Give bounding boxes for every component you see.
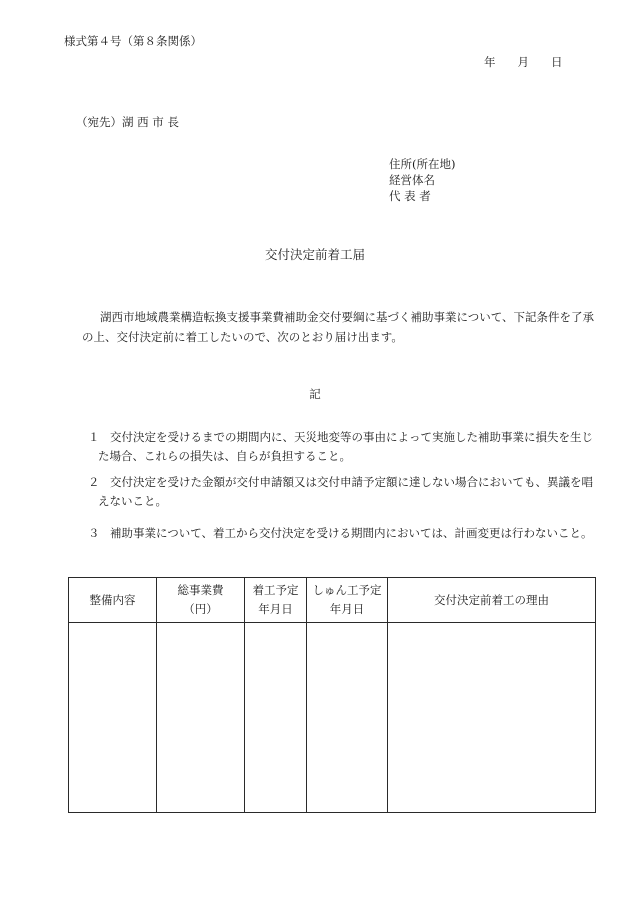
date-month-label: 月 [517,55,529,69]
condition-text: 補助事業について、着工から交付決定を受ける期間内においては、計画変更は行わないこと。 [110,526,593,540]
date-line [484,57,563,69]
cell-reason[interactable] [388,623,596,813]
table-row [69,623,596,813]
intro-line-1: 湖西市地域農業構造転換支援事業費補助金交付要綱に基づく補助事業について、下記条件を了承 [100,310,595,324]
condition-number: ２ [88,475,100,489]
condition-1 [88,428,603,466]
condition-text: 交付決定を受けるまでの期間内に、天災地変等の事由によって実施した補助事業に損失を生じ [110,430,593,444]
condition-number: ３ [88,526,100,540]
date-day-label: 日 [551,55,563,69]
intro-paragraph [82,308,608,347]
date-year-label: 年 [484,55,496,69]
address-label: 住所(所在地) [389,157,456,171]
addressee: （宛先）湖 西 市 長 [76,115,179,129]
header-work-content: 整備内容 [69,578,157,623]
construction-schedule-table [68,577,596,813]
condition-text: 交付決定を受けた金額が交付申請額又は交付申請予定額に達しない場合においても、異議を唱 [110,475,593,489]
condition-text-continued: えないこと。 [98,494,167,508]
condition-2 [88,473,603,511]
header-total-cost: 総事業費 （円） [157,578,245,623]
cell-start-date[interactable] [245,623,307,813]
condition-number: １ [88,430,100,444]
condition-3 [88,524,603,543]
cell-completion-date[interactable] [307,623,388,813]
entity-name-label: 経営体名 [389,173,435,187]
table-header-row [69,578,596,623]
form-number: 様式第４号（第８条関係） [64,34,202,48]
condition-text-continued: た場合、これらの損失は、自らが負担すること。 [98,449,351,463]
header-completion-date: しゅん工予定 年月日 [307,578,388,623]
header-start-date: 着工予定 年月日 [245,578,307,623]
header-reason: 交付決定前着工の理由 [388,578,596,623]
applicant-block [389,156,455,204]
intro-line-2: の上、交付決定前に着工したいので、次のとおり届け出ます。 [82,329,403,344]
ki-heading: 記 [309,387,321,401]
cell-work-content[interactable] [69,623,157,813]
representative-label: 代 表 者 [389,189,431,203]
cell-total-cost[interactable] [157,623,245,813]
document-title: 交付決定前着工届 [264,247,365,262]
